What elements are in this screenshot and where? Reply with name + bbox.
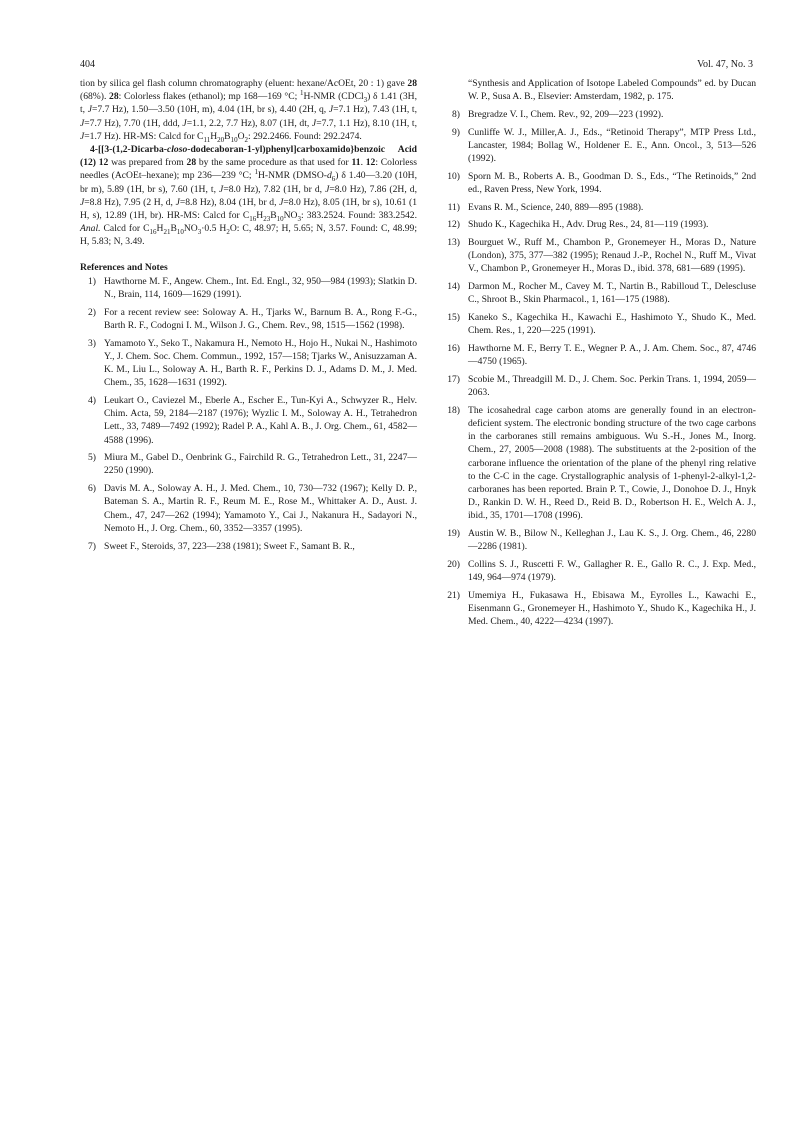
references-heading: References and Notes (80, 261, 168, 273)
volume-info: Vol. 47, No. 3 (697, 59, 753, 70)
reference-item: 2) For a recent review see: Soloway A. H., Tjarks W., Barnum B. A., Rong F.-G., Barth R. F., Codogni I. M., Wilson J. G., Chem. Rev., 98, 1515—1562 (1998). (88, 306, 417, 331)
reference-item: 5) Miura M., Gabel D., Oenbrink G., Fairchild R. G., Tetrahedron Lett., 31, 2247—2250 (1990). (88, 452, 417, 477)
reference-item: 12) Shudo K., Kagechika H., Adv. Drug Res., 24, 81—119 (1993). (447, 219, 709, 231)
reference-item: 13) Bourguet W., Ruff M., Chambon P., Gronemeyer H., Moras D., Nature (London), 375, 377—382 (1995); Renaud J.-P., Rochel N., Ruff M., Vivat V., Chambon P., Gronemeyer H., Moras D., ibid. 378, 681—689 (1995). (447, 237, 756, 275)
reference-item: 21) Umemiya H., Fukasawa H., Ebisawa M., Eyrolles L., Kawachi E., Eisenmann G., Gronemeyer H., Hashimoto Y., Shudo K., Kagechika H., J. Med. Chem., 40, 4222—4234 (1997). (447, 589, 756, 628)
reference-item: 3) Yamamoto Y., Seko T., Nakamura H., Nemoto H., Hojo H., Nukai N., Hashimoto Y., J. Chem. Soc. Chem. Commun., 1992, 157—158; Tjarks W., Anisuzzaman A. K. M., Liu L., Soloway A. H., Barth R. F., Perkins D. J., Adams D. M., J. Med. Chem., 35, 1628—1631 (1992). (88, 337, 417, 389)
reference-item: 4) Leukart O., Caviezel M., Eberle A., Escher E., Tun-Kyi A., Schwyzer R., Helv. Chim. Acta, 59, 2184—2187 (1976); Wyzlic I. M., Soloway A. H., Tetrahedron Lett., 33, 7489—7492 (1992); Radel P. A., Kahl A. B., J. Org. Chem., 61, 4582—4588 (1996). (88, 394, 417, 446)
reference-item: 10) Sporn M. B., Roberts A. B., Goodman D. S., Eds., “The Retinoids,” 2nd ed., Raven Press, New York, 1994. (447, 170, 756, 195)
synthesis-paragraph-12: 4-[[3-(1,2-Dicarba-closo-dodecaboran-1-yl)phenyl]carboxamido}benzoic Acid (12) 12 was prepared from 28 by the same procedure as that used for 11. 12: Colorless needles (AcOEt–hexane); mp 236—239 °C; $^1$H-NMR $(DMSO-d_6)$ δ 1.40—3.20 (10H, br m), 5.89 (1H, br s), 7.60 (1H, t, J=8.0 Hz), 7.82 (1H, br d, J=8.0 Hz), 7.86 (2H, d, J=8.8 Hz), 7.95 (2 H, d, J=8.8 Hz), 8.04 (1H, br d, J=8.0 Hz), 8.05 (1H, br s), 10.61 (1 H, s), 12.89 (1H, br). HR-MS: Calcd for $C_{16}H_{23}B_{10}NO_3$: 383.2524. Found: 383.2542. Anal. Calcd for $C_{16}H_{21}B_{10}NO_3\cdot 0.5$ $H_2O$: C, 48.97; H, 5.65; N, 3.57. Found: C, 48.99; H, 5.83; N, 3.49. (80, 144, 417, 248)
reference-continuation: “Synthesis and Application of Isotope Labeled Compounds” ed. by Ducan W. P., Susa A. B., Elsevier: Amsterdam, 1982, p. 175. (468, 78, 756, 103)
synthesis-paragraph-28: tion by silica gel flash column chromatography (eluent: hexane/AcOEt, 20 : 1) gave 28 (68%). 28: Colorless flakes (ethanol); mp 168—169 °C; $^1$H-NMR (CDCl$_3$) δ 1.41 (3H, t, J=7.7 Hz), 1.50—3.50 (10H, m), 4.04 (1H, br s), 4.40 (2H, q, J=7.1 Hz), 7.43 (1H, t, J=7.7 Hz), 7.70 (1H, ddd, J=1.1, 2.2, 7.7 Hz), 8.07 (1H, dt, J=7.7, 1.1 Hz), 8.10 (1H, t, J=1.7 Hz). HR-MS: Calcd for $C_{11}H_{20}B_{10}O_2$: 292.2466. Found: 292.2474. (80, 78, 417, 144)
reference-item: 17) Scobie M., Threadgill M. D., J. Chem. Soc. Perkin Trans. 1, 1994, 2059—2063. (447, 373, 756, 399)
left-column (80, 77, 417, 557)
reference-item: 15) Kaneko S., Kagechika H., Kawachi E., Hashimoto Y., Shudo K., Med. Chem. Res., 1, 220—225 (1991). (447, 312, 756, 337)
right-column (444, 77, 756, 633)
reference-item: 9) Cunliffe W. J., Miller,A. J., Eds., “Retinoid Therapy”, MTP Press Ltd., Lancaster, 1984; Bollag W., Holdener E. E., Ann. Oncol., 3, 513—526 (1992). (452, 126, 756, 165)
reference-item: 19) Austin W. B., Bilow N., Kelleghan J., Lau K. S., J. Org. Chem., 46, 2280—2286 (1981). (447, 528, 756, 553)
reference-item: 11) Evans R. M., Science, 240, 889—895 (1988). (447, 201, 644, 213)
reference-item: 8) Bregradze V. I., Chem. Rev., 92, 209—223 (1992). (452, 108, 664, 120)
reference-list-right (444, 108, 756, 629)
reference-item: 7) Sweet F., Steroids, 37, 223—238 (1981); Sweet F., Samant B. R., (88, 540, 355, 552)
reference-item: 14) Darmon M., Rocher M., Cavey M. T., Nartin B., Rabilloud T., Delescluse C., Shroot B., Skin Pharmacol., 1, 161—175 (1988). (447, 281, 756, 306)
reference-item: 1) Hawthorne M. F., Angew. Chem., Int. Ed. Engl., 32, 950—984 (1993); Slatkin D. N., Brain, 114, 1609—1629 (1991). (88, 275, 417, 301)
reference-item: 16) Hawthorne M. F., Berry T. E., Wegner P. A., J. Am. Chem. Soc., 87, 4746—4750 (1965). (447, 342, 756, 368)
page-number: 404 (80, 59, 95, 70)
reference-list-left (80, 275, 417, 553)
compound-heading: 4-[[3-(1,2-Dicarba-closo-dodecaboran-1-yl)phenyl]carboxamido}benzoic Acid (12) (80, 144, 417, 169)
reference-item: 20) Collins S. J., Ruscetti F. W., Gallagher R. E., Gallo R. C., J. Exp. Med., 149, 964—974 (1979). (447, 559, 756, 584)
reference-item: 18) The icosahedral cage carbon atoms are generally found in an electron-deficient system. The electronic bonding structure of the two cage carbons in the carboranes still remains ambiguous. Wu S.-H., Jones M., Inorg. Chem., 27, 2005—2008 (1988). The substituents at the 2-position of the carborane influence the orientation of the plane of the phenyl ring relative to the C-C in the cage. Crystallographic analysis of 1-phenyl-2-alkyl-1,2-carboranes has been reported. Brain P. T., Cowie, J., Donohoe D. J., Hnyk D., Rankin D. W. H., Reed D., Reid B. D., Robertson H. E., Welch A. J., ibid., 35, 1701—1708 (1996). (447, 404, 756, 522)
reference-item: 6) Davis M. A., Soloway A. H., J. Med. Chem., 10, 730—732 (1967); Kelly D. P., Bateman S. A., Martin R. F., Reum M. E., Rose M., Whittaker A. D., Aust. J. Chem., 47, 247—262 (1994); Yamamoto Y., Cai J., Nakanura H., Sadayori N., Nemoto H., J. Org. Chem., 60, 3352—3357 (1995). (88, 483, 417, 534)
